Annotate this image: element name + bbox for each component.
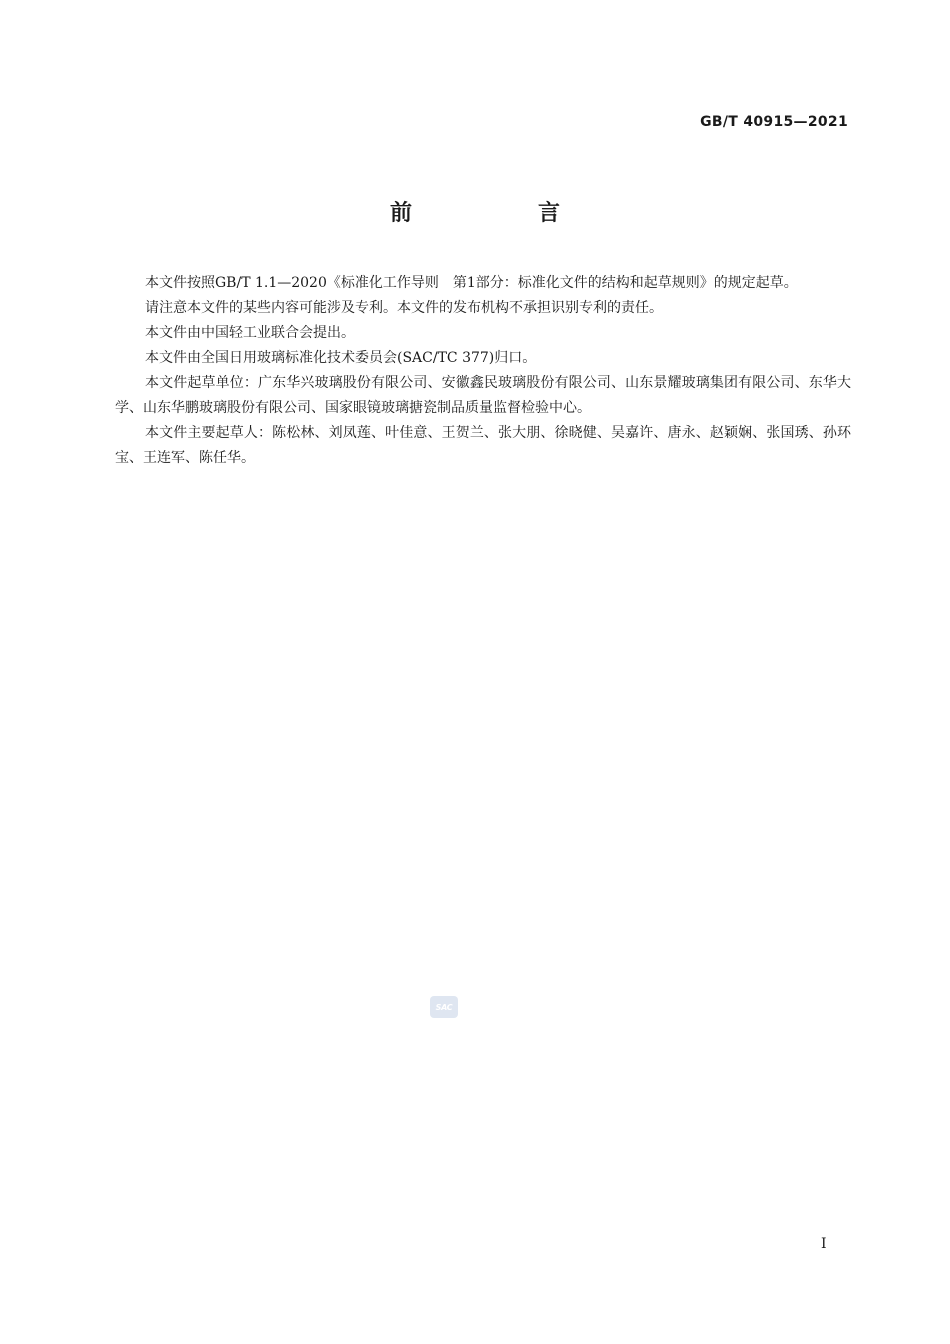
sac-watermark-text: SAC: [435, 1002, 453, 1012]
paragraph-patent-notice: 请注意本文件的某些内容可能涉及专利。本文件的发布机构不承担识别专利的责任。: [145, 300, 663, 316]
paragraph-administrator: 本文件由全国日用玻璃标准化技术委员会(SAC/TC 377)归口。: [145, 350, 537, 366]
foreword-body: [115, 271, 851, 471]
page-title: 前 言: [389, 201, 612, 226]
paragraph-drafters: 本文件主要起草人：陈松林、刘凤莲、叶佳意、王贺兰、张大朋、徐晓健、吴嘉许、唐永、赵颖娴、张国琇、孙环宝、王连军、陈任华。: [115, 425, 851, 466]
page-number: I: [821, 1236, 827, 1252]
paragraph-drafting-units: 本文件起草单位：广东华兴玻璃股份有限公司、安徽鑫民玻璃股份有限公司、山东景耀玻璃集团有限公司、东华大学、山东华鹏玻璃股份有限公司、国家眼镜玻璃搪瓷制品质量监督检验中心。: [115, 375, 851, 416]
paragraph-proposer: 本文件由中国轻工业联合会提出。: [145, 325, 355, 341]
sac-watermark-logo: [430, 996, 458, 1018]
standard-code: GB/T 40915—2021: [700, 114, 848, 130]
paragraph-drafting-rule: 本文件按照GB/T 1.1—2020《标准化工作导则 第1部分：标准化文件的结构和起草规则》的规定起草。: [145, 275, 798, 291]
